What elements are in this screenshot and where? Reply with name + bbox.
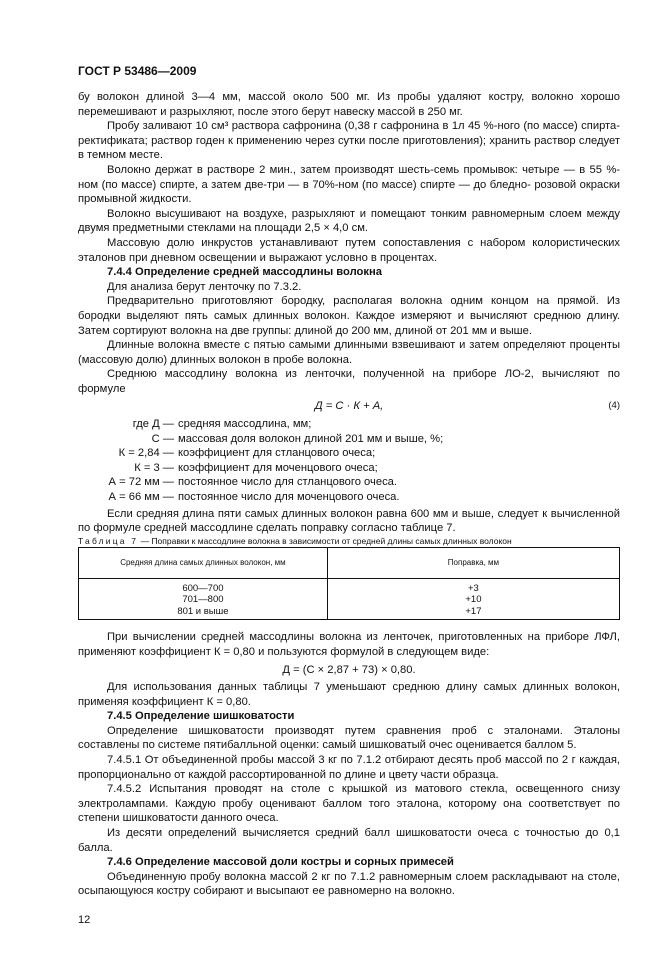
formula-number: (4) [608,400,620,412]
def-symbol: К = 2,84 — [118,447,174,460]
definition-row [78,446,620,461]
definition-row [78,475,620,490]
table-cell: 701—800 [79,594,328,606]
paragraph: Для использования данных таблицы 7 уменьшают среднюю длину самых длинных волокон, применяя коэффициент К = 0,80. [78,681,620,708]
paragraph: Массовую долю инкрустов устанавливают путем сопоставления с набором колористических эталонов при дневном освещении и выражают условно в процентах. [78,236,620,264]
page-number: 12 [78,914,91,926]
paragraph: Объединенную пробу волокна массой 2 кг по 7.1.2 равномерным слоем раскладывают на столе, осыпающуюся костру собирают и высыпают ее равномерно на волокно. [78,870,620,898]
paragraph: Если средняя длина пяти самых длинных волокон равна 600 мм и выше, следует к вычисленной по формуле средней массодлине сделать поправку согласно таблице 7. [78,507,620,535]
def-text: массовая доля волокон длиной 201 мм и выше, %; [178,432,444,445]
table-cell: 801 и выше [79,606,328,620]
definition-row [78,432,620,447]
table-cell: +3 [327,578,619,594]
column-header: Средняя длина самых длинных волокон, мм [79,547,328,578]
definition-row [78,461,620,476]
section-heading-7-4-6: 7.4.6 Определение массовой доли костры и сорных примесей [107,856,454,869]
paragraph: бу волокон длиной 3—4 мм, массой около 500 мг. Из пробы удаляют костру, волокно хорошо перемешивают и разрыхляют, после этого берут навеску массой в 250 мг. [78,91,620,118]
table-cell: +17 [327,606,619,620]
table-7 [78,547,620,621]
paragraph: Из десяти определений вычисляется средний балл шишковатости очеса с точностью до 0,1 балла. [78,827,620,854]
section-heading-7-4-5: 7.4.5 Определение шишковатости [107,710,295,723]
table-cell: +10 [327,594,619,606]
paragraph: 7.4.5.1 От объединенной пробы массой 3 кг по 7.1.2 отбирают десять проб массой по 2 г каждая, пропорционально от каждой рассортированной по длине и цвету части образца. [78,754,620,781]
paragraph: Определение шишковатости производят путем сравнения проб с эталонами. Эталоны составлены по системе пятибалльной оценки: самый шишковатый очес оценивается баллом 5. [78,724,620,752]
page-body [78,90,620,899]
paragraph: Волокно держат в растворе 2 мин., затем производят шесть-семь промывок: четыре — в 55 %-ном (по массе) спирте, а затем две-три — в 70%-ном (по массе) спирте — до бледно- розовой окраски промывной жидкости. [78,163,620,206]
caption-label: Таблица 7 [78,535,139,546]
table-header-row [79,547,620,578]
def-symbol: А = 72 мм — [108,476,174,489]
formula-lfl [78,663,620,678]
document-header: ГОСТ Р 53486—2009 [78,64,197,78]
paragraph: Предварительно приготовляют бородку, располагая волокна одним концом на прямой. Из бородки выделяют пять самых длинных волокон. Каждое измеряют и вычисляют среднюю длину. Затем сортируют волокна на две группы: длиной до 200 мм, длиной от 201 мм и выше. [78,295,620,337]
paragraph: При вычислении средней массодлины волокна из ленточек, приготовленных на приборе ЛФЛ, применяют коэффициент К = 0,80 и пользуются формулой в следующем виде: [78,631,620,658]
table-row [79,594,620,606]
formula-text: Д = С · К + А, [314,400,384,413]
def-symbol: где Д — [132,418,174,431]
definition-row [78,490,620,505]
def-text: коэффициент для моченцового очеса; [178,461,378,474]
def-text: коэффициент для стланцового очеса; [178,447,376,460]
table-cell: 600—700 [79,578,328,594]
paragraph: Пробу заливают 10 см³ раствора сафронина (0,38 г сафронина в 1л 45 %-ного (по массе) спирта-ректификата; раствор годен к применению через сутки после приготовления); хранить раствор следует в темном месте. [78,120,620,162]
caption-text: — Поправки к массодлине волокна в зависимости от средней длины самых длинных волокон [138,535,512,546]
table-caption [78,536,620,547]
def-symbol: А = 66 мм — [108,491,174,504]
definition-row [78,417,620,432]
paragraph: 7.4.5.2 Испытания проводят на столе с крышкой из матового стекла, освещенного снизу электролампами. Каждую пробу оценивают баллом того эталона, которому она соответствует по степени шишковатости данного очеса. [78,783,620,825]
paragraph: Длинные волокна вместе с пятью самыми длинными взвешивают и затем определяют проценты (массовую долю) длинных волокон в пробе волокна. [78,339,620,366]
section-heading-7-4-4: 7.4.4 Определение средней массодлины волокна [107,266,382,279]
formula-4 [78,399,620,414]
def-text: постоянное число для моченцового очеса. [178,491,400,504]
table-row [79,606,620,620]
def-symbol: К = 3 — [134,461,174,474]
paragraph: Среднюю массодлину волокна из ленточки, полученной на приборе ЛО-2, вычисляют по формуле [78,368,620,395]
formula-text: Д = (С × 2,87 + 73) × 0,80. [282,663,416,676]
def-symbol: С — [151,432,174,445]
table-row [79,578,620,594]
paragraph: Для анализа берут ленточку по 7.3.2. [107,280,302,293]
def-text: постоянное число для стланцового очеса. [178,476,397,489]
formula-definitions [78,417,620,505]
def-text: средняя массодлина, мм; [178,418,312,431]
paragraph: Волокно высушивают на воздухе, разрыхляют и помещают тонким равномерным слоем между двумя предметными стеклами на площади 2,5 × 4,0 см. [78,207,620,235]
column-header: Поправка, мм [327,547,619,578]
